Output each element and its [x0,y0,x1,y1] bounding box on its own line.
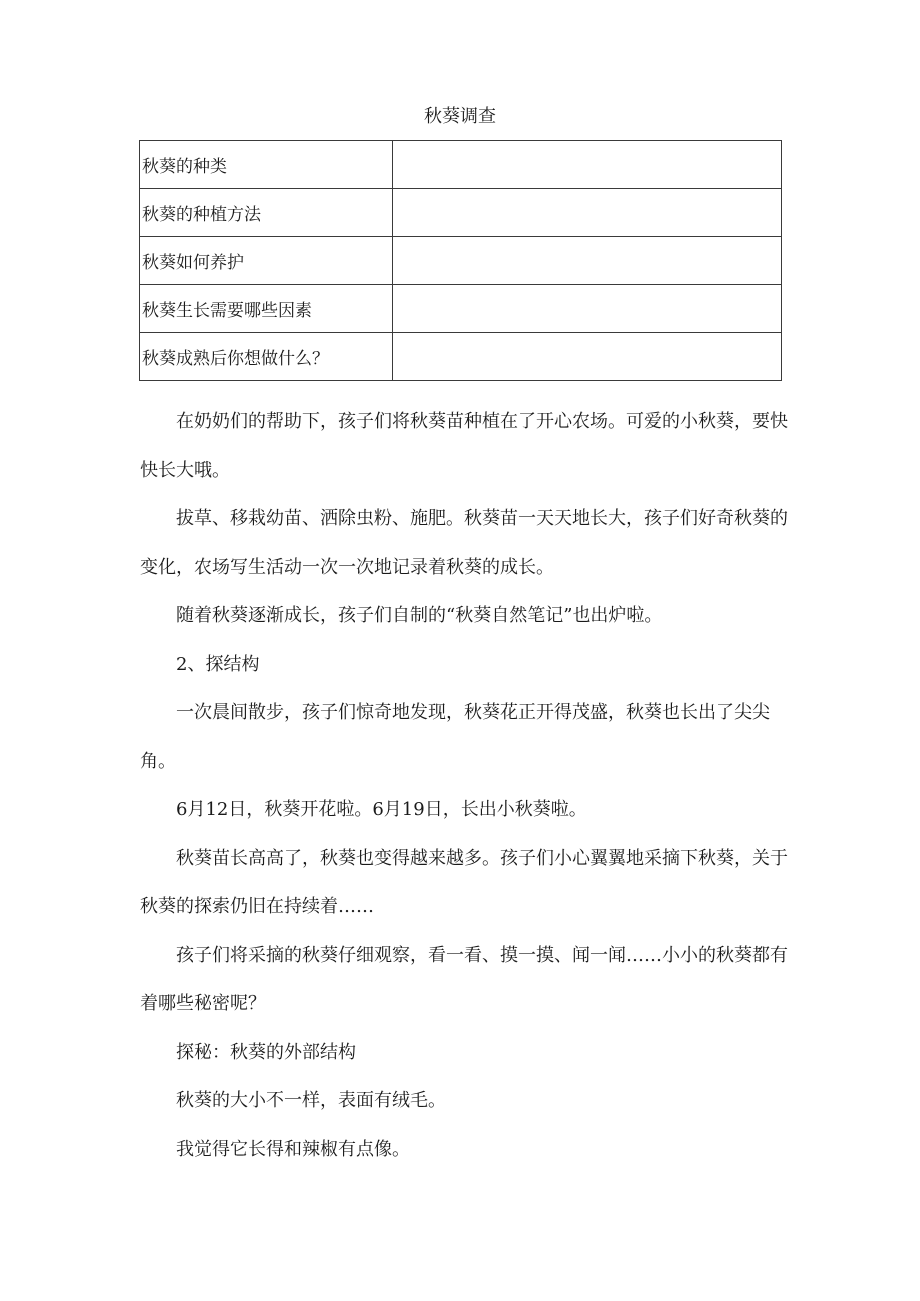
paragraph: 6月12日，秋葵开花啦。6月19日，长出小秋葵啦。 [176,799,587,820]
paragraph: 我觉得它长得和辣椒有点像。 [176,1138,410,1160]
table-cell-answer [393,141,782,189]
paragraph: 秋葵的大小不一样，表面有绒毛。 [176,1090,446,1111]
table-row [140,285,782,333]
table-row [140,333,782,381]
table-cell-answer [393,285,782,333]
paragraph: 在奶奶们的帮助下，孩子们将秋葵苗种植在了开心农场。可爱的小秋葵，要快快长大哦。 [140,411,788,481]
table-cell-answer [393,333,782,381]
table-cell-question: 秋葵成熟后你想做什么？ [140,333,393,381]
table-row [140,141,782,189]
paragraph: 孩子们将采摘的秋葵仔细观察，看一看、摸一摸、闻一闻……小小的秋葵都有着哪些秘密呢？ [140,944,788,1014]
table-cell-answer [393,237,782,285]
paragraph: 秋葵苗长高高了，秋葵也变得越来越多。孩子们小心翼翼地采摘下秋葵，关于秋葵的探索仍旧在持续着…… [140,847,788,917]
table-cell-answer [393,189,782,237]
paragraph: 随着秋葵逐渐成长，孩子们自制的“秋葵自然笔记”也出炉啦。 [176,605,663,626]
survey-table [139,140,782,381]
body-text [140,398,796,1174]
table-cell-question: 秋葵生长需要哪些因素 [140,285,393,333]
table-row [140,237,782,285]
table-cell-question: 秋葵如何养护 [140,237,393,285]
paragraph: 拔草、移栽幼苗、洒除虫粉、施肥。秋葵苗一天天地长大，孩子们好奇秋葵的变化，农场写生活动一次一次地记录着秋葵的成长。 [140,508,788,578]
paragraph: 一次晨间散步，孩子们惊奇地发现，秋葵花正开得茂盛，秋葵也长出了尖尖角。 [140,702,770,772]
table-cell-question: 秋葵的种类 [140,141,393,189]
subsection-heading: 探秘：秋葵的外部结构 [176,1041,356,1063]
section-heading: 2、探结构 [176,653,260,675]
table-row [140,189,782,237]
table-cell-question: 秋葵的种植方法 [140,189,393,237]
page-title: 秋葵调查 [424,106,496,127]
